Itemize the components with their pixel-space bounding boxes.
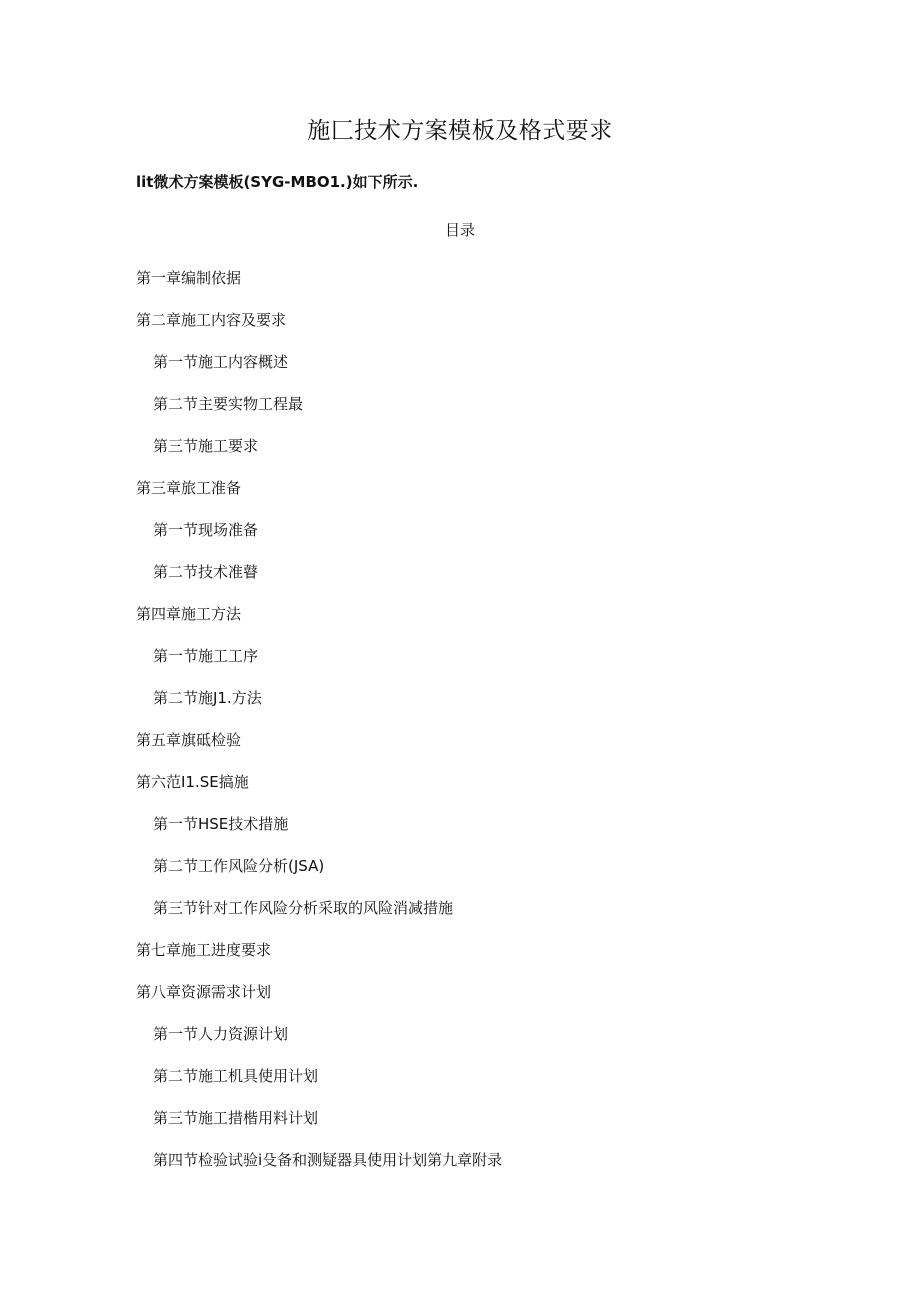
toc-chapter-item: 第二章施工内容及要求 <box>136 311 287 329</box>
table-of-contents <box>136 266 502 1190</box>
toc-section-item: 第一节HSE技术措施 <box>153 815 289 833</box>
toc-chapter-item: 第八章资源需求计划 <box>136 983 272 1001</box>
toc-chapter-item: 第一章编制依据 <box>136 269 242 287</box>
toc-heading: 目录 <box>444 221 475 239</box>
intro-paragraph: lit微术方案模板(SYG-MBO1.)如下所示. <box>136 173 419 191</box>
toc-section-item: 第一节现场准备 <box>153 521 259 539</box>
toc-section-item: 第一节施工工序 <box>153 647 259 665</box>
toc-section-item: 第二节施J1.方法 <box>153 689 262 707</box>
toc-section-item: 第四节检验试验i殳备和测疑器具使用计划第九章附录 <box>153 1151 503 1169</box>
toc-chapter-item: 第七章施工进度要求 <box>136 941 272 959</box>
toc-section-item: 第一节施工内容概述 <box>153 353 289 371</box>
toc-section-item: 第二节工作风险分析(JSA) <box>153 857 325 875</box>
toc-section-item: 第三节施工要求 <box>153 437 259 455</box>
toc-section-item: 第一节人力资源计划 <box>153 1025 289 1043</box>
toc-chapter-item: 第三章旅工准备 <box>136 479 242 497</box>
document-title: 施匚技术方案模板及格式要求 <box>307 118 613 144</box>
toc-section-item: 第二节施工机具使用计划 <box>153 1067 319 1085</box>
toc-chapter-item: 第五章旗砥检验 <box>136 731 242 749</box>
toc-section-item: 第三节针对工作风险分析采取的风险消减措施 <box>153 899 454 917</box>
toc-chapter-item: 第六范I1.SE搞施 <box>136 773 249 791</box>
toc-chapter-item: 第四章施工方法 <box>136 605 242 623</box>
toc-section-item: 第三节施工措楷用料计划 <box>153 1109 319 1127</box>
toc-section-item: 第二节技术准瞽 <box>153 563 259 581</box>
toc-section-item: 第二节主要实物工程最 <box>153 395 304 413</box>
